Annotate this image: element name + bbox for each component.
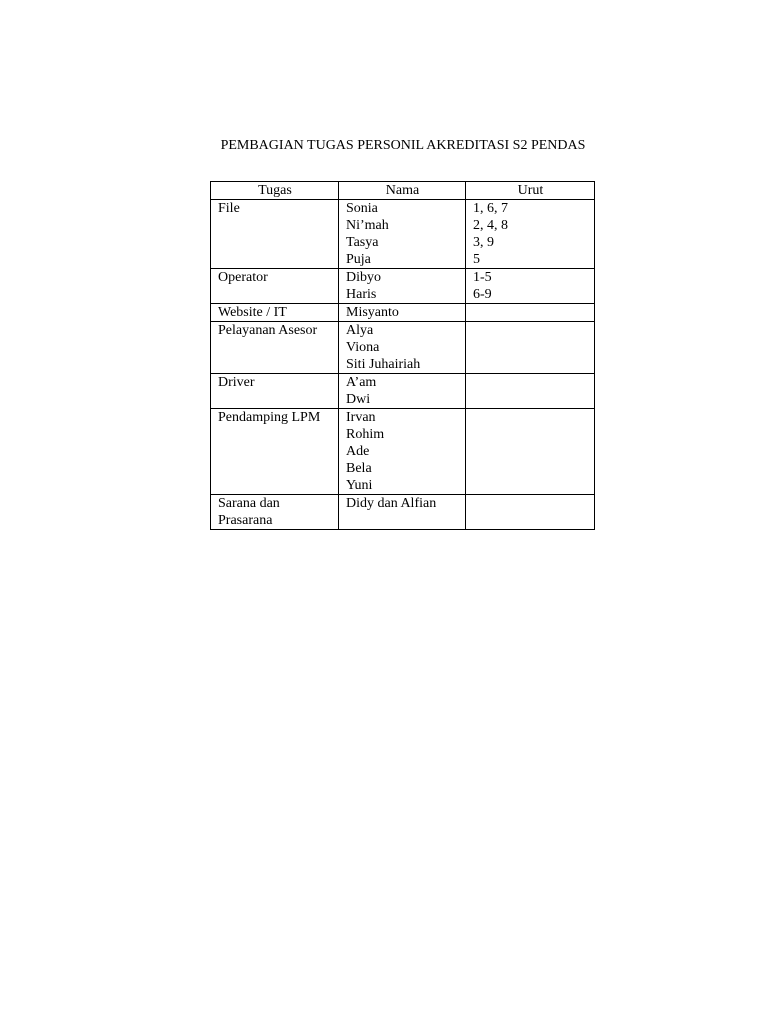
table-row-file xyxy=(211,200,595,269)
nama-item: Haris xyxy=(346,287,377,302)
cell-tugas xyxy=(211,409,339,495)
header-nama: Nama xyxy=(339,182,466,200)
tugas-text: Sarana dan Prasarana xyxy=(218,496,280,528)
nama-item: A’am xyxy=(346,375,377,390)
table-row-operator xyxy=(211,269,595,304)
nama-item: Bela xyxy=(346,461,372,476)
assignment-table xyxy=(210,181,595,530)
cell-urut xyxy=(466,304,595,322)
nama-item: Dwi xyxy=(346,392,371,407)
urut-item: 6-9 xyxy=(473,287,492,302)
cell-nama xyxy=(339,304,466,322)
nama-item: Misyanto xyxy=(346,305,399,320)
header-urut: Urut xyxy=(466,182,595,200)
cell-nama xyxy=(339,374,466,409)
tugas-text: Pelayanan Asesor xyxy=(218,323,318,338)
cell-tugas xyxy=(211,269,339,304)
nama-item: Tasya xyxy=(346,235,379,250)
nama-item: Dibyo xyxy=(346,270,381,285)
nama-item: Puja xyxy=(346,252,371,267)
tugas-text: Driver xyxy=(218,375,255,390)
document-title: PEMBAGIAN TUGAS PERSONIL AKREDITASI S2 PENDAS xyxy=(220,138,586,153)
table-row-pendamping-lpm xyxy=(211,409,595,495)
header-tugas: Tugas xyxy=(211,182,339,200)
urut-item: 1, 6, 7 xyxy=(473,201,508,216)
nama-item: Viona xyxy=(346,340,380,355)
table-row-driver xyxy=(211,374,595,409)
cell-urut xyxy=(466,200,595,269)
table-row-website-it xyxy=(211,304,595,322)
table-row-sarana-prasarana xyxy=(211,495,595,530)
nama-item: Ade xyxy=(346,444,370,459)
cell-urut xyxy=(466,322,595,374)
cell-tugas xyxy=(211,304,339,322)
nama-item: Ni’mah xyxy=(346,218,389,233)
urut-item: 3, 9 xyxy=(473,235,494,250)
cell-urut xyxy=(466,374,595,409)
cell-tugas xyxy=(211,374,339,409)
cell-nama xyxy=(339,200,466,269)
cell-urut xyxy=(466,495,595,530)
cell-tugas xyxy=(211,495,339,530)
nama-item: Sonia xyxy=(346,201,378,216)
tugas-text: Website / IT xyxy=(218,305,287,320)
nama-item: Irvan xyxy=(346,410,376,425)
cell-nama xyxy=(339,269,466,304)
nama-item: Alya xyxy=(346,323,374,338)
tugas-text: File xyxy=(218,201,240,216)
cell-nama xyxy=(339,322,466,374)
tugas-text: Pendamping LPM xyxy=(218,410,321,425)
cell-urut xyxy=(466,269,595,304)
tugas-text: Operator xyxy=(218,270,268,285)
cell-urut xyxy=(466,409,595,495)
cell-nama xyxy=(339,409,466,495)
table-header-row xyxy=(211,182,595,200)
cell-nama xyxy=(339,495,466,530)
cell-tugas xyxy=(211,322,339,374)
nama-item: Rohim xyxy=(346,427,385,442)
nama-item: Siti Juhairiah xyxy=(346,357,421,372)
urut-item: 1-5 xyxy=(473,270,492,285)
nama-item: Yuni xyxy=(346,478,373,493)
cell-tugas xyxy=(211,200,339,269)
table-row-pelayanan-asesor xyxy=(211,322,595,374)
urut-item: 2, 4, 8 xyxy=(473,218,508,233)
nama-item: Didy dan Alfian xyxy=(346,496,437,511)
urut-item: 5 xyxy=(473,252,480,267)
